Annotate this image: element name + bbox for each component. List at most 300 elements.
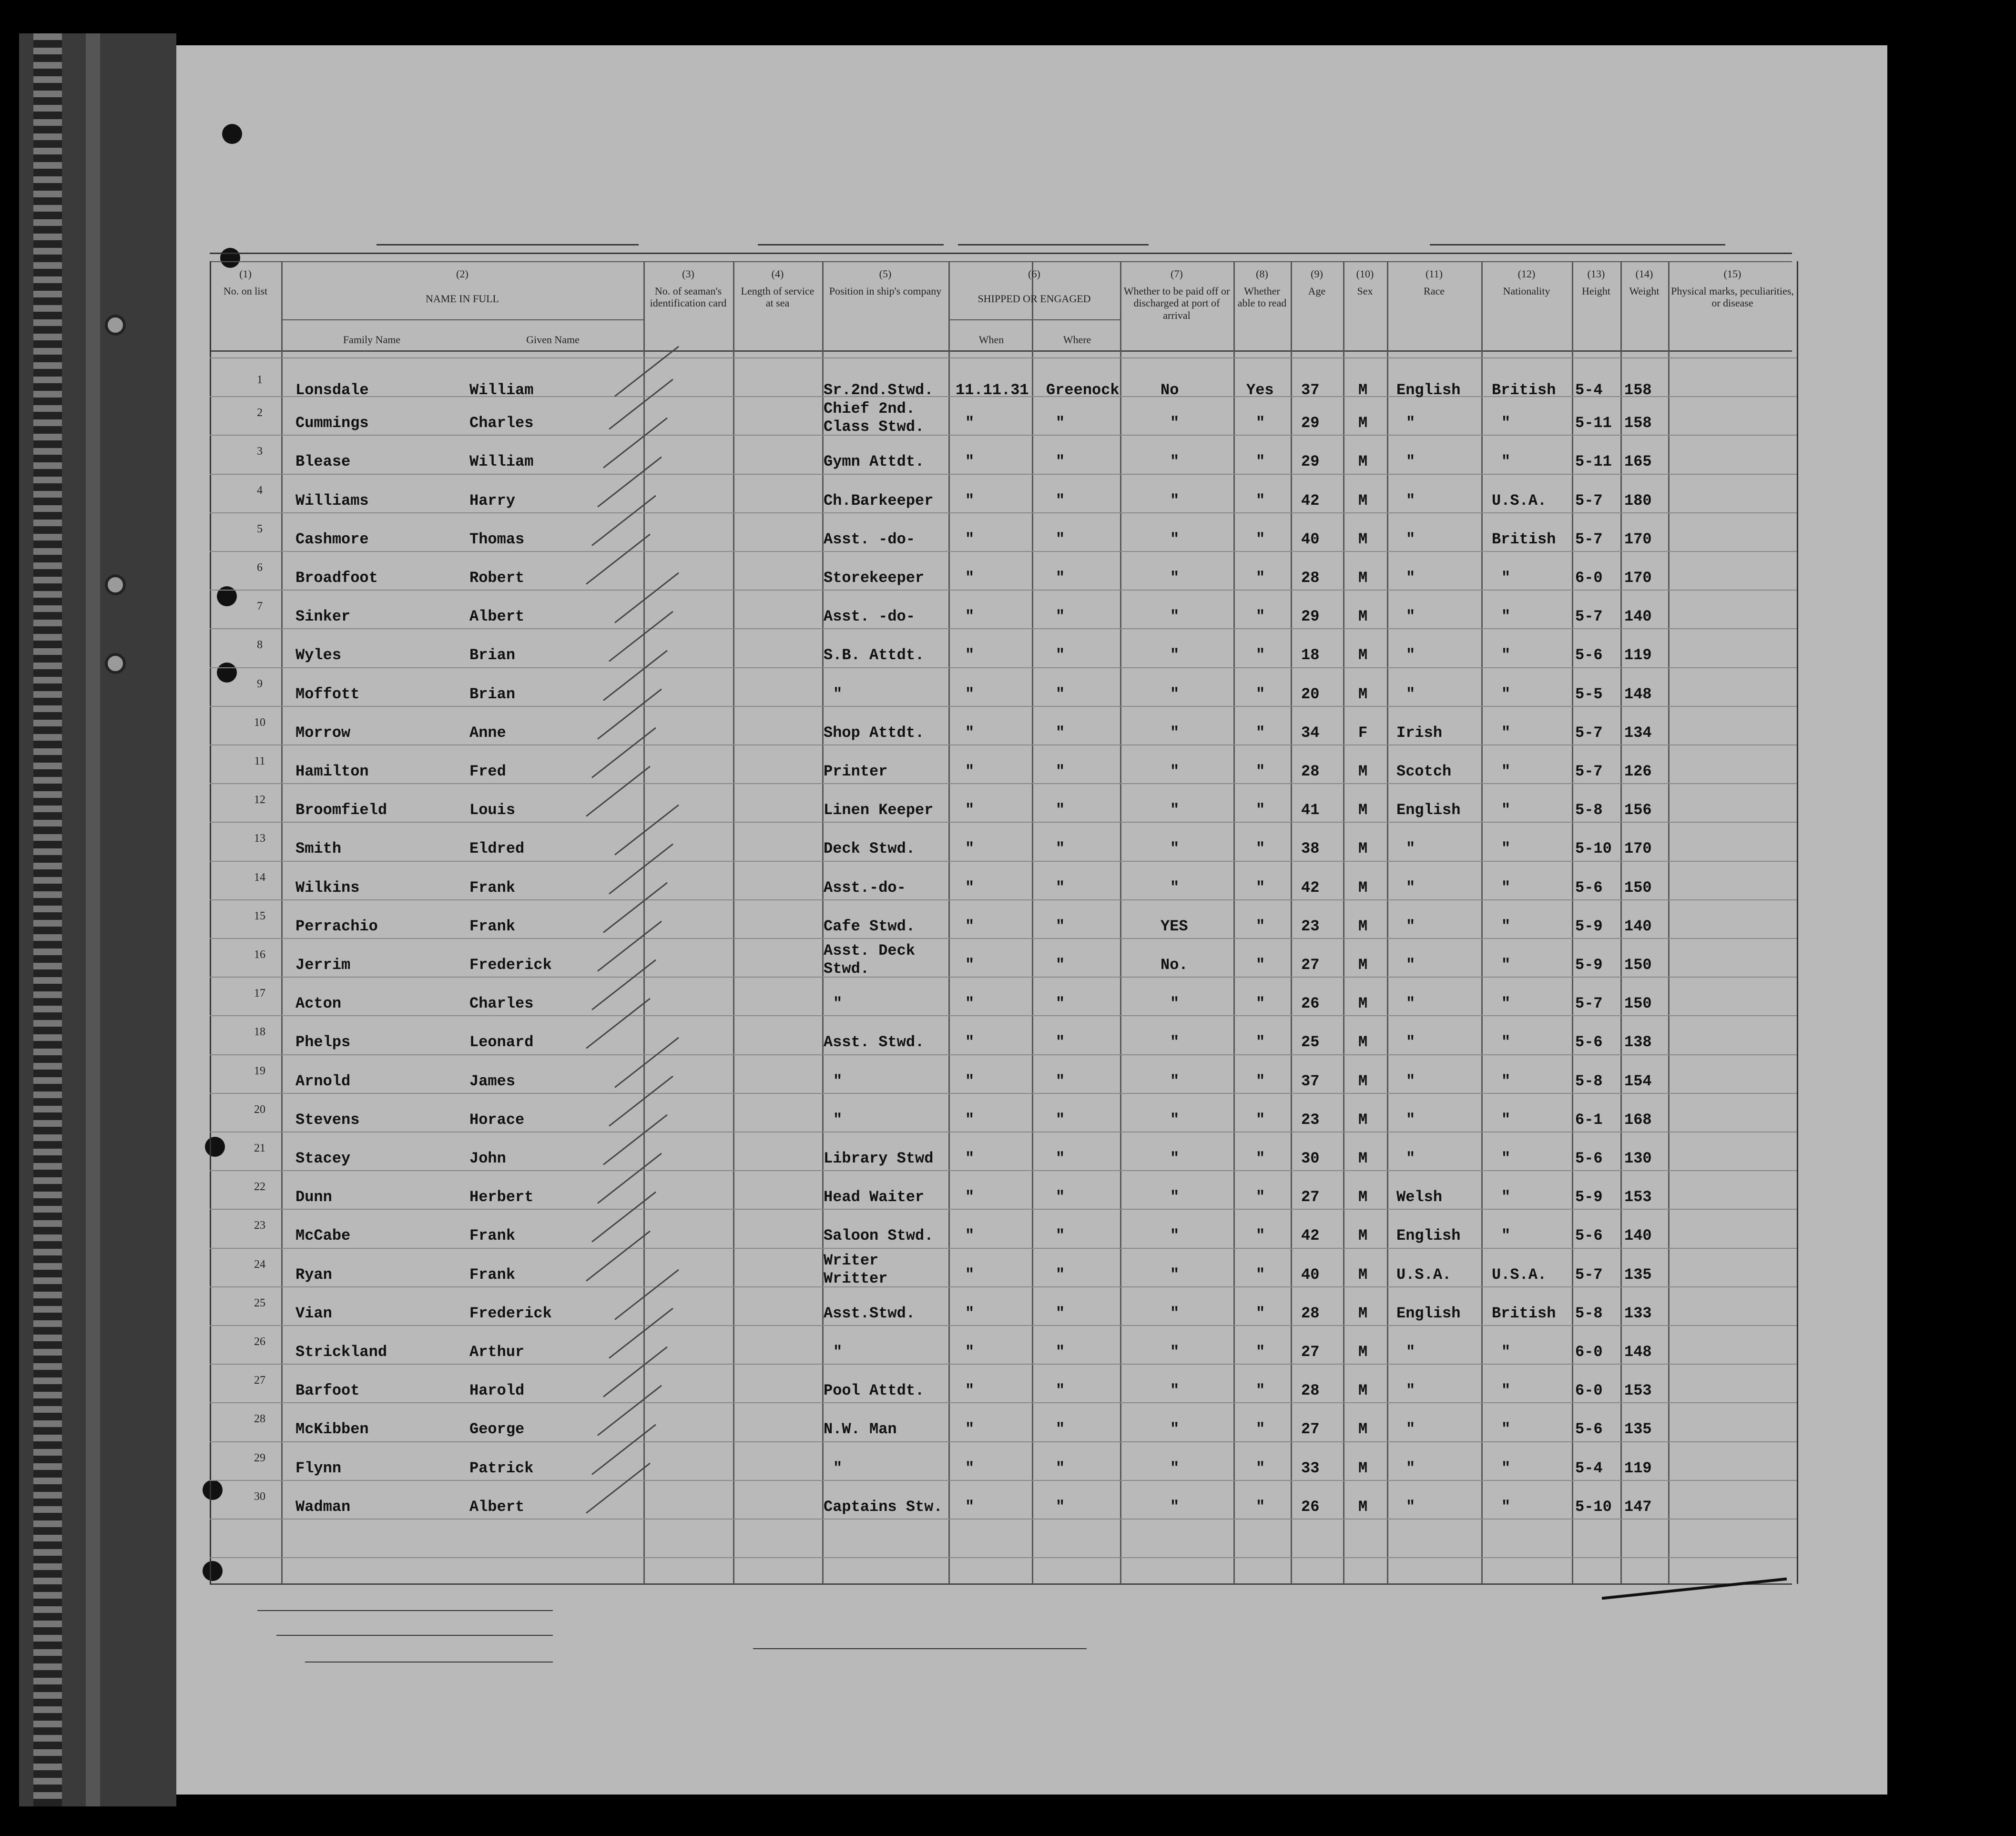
weight: 148 <box>1624 1343 1652 1361</box>
shipped-when: 11.11.31 <box>956 381 1029 399</box>
family-name: Lonsdale <box>295 381 369 399</box>
shipped-when: " <box>965 1150 975 1167</box>
age: 26 <box>1301 1498 1320 1516</box>
able-to-read: " <box>1256 530 1265 548</box>
family-name: Stevens <box>295 1111 360 1129</box>
column-number: (3) <box>682 268 694 280</box>
position: Ch.Barkeeper <box>824 491 934 510</box>
position: Asst. Deck <box>824 942 916 959</box>
race: " <box>1406 1382 1415 1400</box>
family-name: Cashmore <box>295 530 369 548</box>
weight: 135 <box>1624 1420 1652 1438</box>
age: 28 <box>1301 1382 1320 1400</box>
position: N.W. Man <box>824 1420 897 1438</box>
family-name: Wilkins <box>295 878 360 897</box>
binder-ring <box>105 315 126 336</box>
height: 5-4 <box>1575 381 1603 399</box>
sex: M <box>1358 646 1368 664</box>
paid-off: " <box>1170 801 1180 819</box>
height: 5-9 <box>1575 917 1603 935</box>
position: Shop Attdt. <box>824 724 925 742</box>
column-rule <box>948 261 950 1584</box>
row-rule <box>210 1209 1797 1210</box>
race: English <box>1396 1227 1461 1245</box>
row-rule <box>210 1557 1797 1558</box>
row-rule <box>210 512 1797 513</box>
nationality: " <box>1501 1188 1511 1206</box>
race: " <box>1406 414 1415 432</box>
given-name: Charles <box>469 414 534 432</box>
height: 5-9 <box>1575 1188 1603 1206</box>
weight: 135 <box>1624 1265 1652 1284</box>
row-rule <box>210 1402 1797 1403</box>
position: Cafe Stwd. <box>824 917 916 935</box>
shipped-where: " <box>1056 1111 1065 1129</box>
given-name: John <box>469 1150 506 1167</box>
position: Gymn Attdt. <box>824 453 925 471</box>
race: " <box>1406 685 1415 703</box>
position: Pool Attdt. <box>824 1382 925 1400</box>
shipped-when: " <box>965 956 975 974</box>
able-to-read: " <box>1256 491 1265 510</box>
given-name: James <box>469 1072 516 1090</box>
able-to-read: " <box>1256 1072 1265 1090</box>
height: 5-4 <box>1575 1459 1603 1477</box>
given-name: William <box>469 381 534 399</box>
able-to-read: " <box>1256 414 1265 432</box>
column-label: Physical marks, peculiarities, or disease <box>1671 285 1794 309</box>
shipped-when: " <box>965 878 975 897</box>
height: 5-10 <box>1575 840 1612 858</box>
position: Captains Stw. <box>824 1498 943 1516</box>
row-rule <box>210 474 1797 475</box>
row-number: 11 <box>254 755 265 767</box>
paid-off: " <box>1170 1498 1180 1516</box>
nationality: " <box>1501 1459 1511 1477</box>
shipped-when: " <box>965 1343 975 1361</box>
paid-off: " <box>1170 1072 1180 1090</box>
paid-off: " <box>1170 1304 1180 1322</box>
paid-off: " <box>1170 1111 1180 1129</box>
age: 23 <box>1301 917 1320 935</box>
column-number: (9) <box>1311 268 1323 280</box>
weight: 119 <box>1624 1459 1652 1477</box>
age: 42 <box>1301 491 1320 510</box>
paid-off: " <box>1170 995 1180 1013</box>
position: Sr.2nd.Stwd. <box>824 381 934 399</box>
binder-ring <box>105 574 126 595</box>
subheader-rule <box>948 319 1120 320</box>
row-rule <box>210 706 1797 707</box>
nationality: " <box>1501 1498 1511 1516</box>
able-to-read: " <box>1256 917 1265 935</box>
column-number: (12) <box>1517 268 1536 280</box>
shipped-where: " <box>1056 801 1065 819</box>
binder-strip-inner <box>86 33 100 1806</box>
shipped-where: " <box>1056 1498 1065 1516</box>
given-name: Frank <box>469 917 516 935</box>
family-name: Jerrim <box>295 956 351 974</box>
paid-off: " <box>1170 724 1180 742</box>
sex: F <box>1358 724 1368 742</box>
given-name: Frederick <box>469 956 552 974</box>
column-rule <box>1572 261 1573 1584</box>
row-number: 16 <box>254 949 265 961</box>
weight: 147 <box>1624 1498 1652 1516</box>
punch-hole <box>220 248 240 268</box>
column-rule <box>1481 261 1483 1584</box>
paid-off: " <box>1170 646 1180 664</box>
row-rule <box>210 938 1797 939</box>
shipped-when: " <box>965 414 975 432</box>
given-name: Anne <box>469 724 506 742</box>
paid-off: " <box>1170 453 1180 471</box>
age: 29 <box>1301 453 1320 471</box>
nationality: U.S.A. <box>1492 1265 1547 1284</box>
nationality: " <box>1501 995 1511 1013</box>
paid-off: " <box>1170 1265 1180 1284</box>
shipped-where: " <box>1056 724 1065 742</box>
row-rule <box>210 822 1797 823</box>
height: 5-7 <box>1575 608 1603 626</box>
paid-off: No <box>1161 381 1179 399</box>
able-to-read: " <box>1256 1033 1265 1051</box>
row-rule <box>210 551 1797 552</box>
row-rule <box>210 667 1797 668</box>
position: Head Waiter <box>824 1188 925 1206</box>
family-name: Perrachio <box>295 917 378 935</box>
row-rule <box>210 1093 1797 1094</box>
row-number: 28 <box>254 1413 265 1426</box>
height: 6-0 <box>1575 1343 1603 1361</box>
column-number: (15) <box>1723 268 1741 280</box>
column-number: (7) <box>1171 268 1183 280</box>
sex: M <box>1358 995 1368 1013</box>
row-number: 25 <box>254 1296 265 1309</box>
given-name: Patrick <box>469 1459 534 1477</box>
age: 28 <box>1301 1304 1320 1322</box>
paid-off: " <box>1170 1188 1180 1206</box>
row-number: 22 <box>254 1181 265 1193</box>
row-number: 6 <box>257 561 263 574</box>
nationality: " <box>1501 724 1511 742</box>
column-label: Whether able to read <box>1237 285 1287 309</box>
family-name: Stacey <box>295 1150 351 1167</box>
family-name: Sinker <box>295 608 351 626</box>
shipped-where: " <box>1056 453 1065 471</box>
given-name: Horace <box>469 1111 525 1129</box>
given-name: Albert <box>469 1498 525 1516</box>
age: 33 <box>1301 1459 1320 1477</box>
shipped-when: " <box>965 724 975 742</box>
sex: M <box>1358 1459 1368 1477</box>
weight: 154 <box>1624 1072 1652 1090</box>
shipped-when: " <box>965 685 975 703</box>
race: " <box>1406 530 1415 548</box>
race: English <box>1396 801 1461 819</box>
race: " <box>1406 1111 1415 1129</box>
height: 5-8 <box>1575 1072 1603 1090</box>
height: 5-6 <box>1575 646 1603 664</box>
position: Asst. Stwd. <box>824 1033 925 1051</box>
sex: M <box>1358 840 1368 858</box>
weight: 158 <box>1624 381 1652 399</box>
given-name: Robert <box>469 569 525 587</box>
family-name: Wyles <box>295 646 342 664</box>
position: Asst.Stwd. <box>824 1304 916 1322</box>
sex: M <box>1358 1343 1368 1361</box>
race: " <box>1406 491 1415 510</box>
weight: 140 <box>1624 1227 1652 1245</box>
rule <box>377 244 639 245</box>
height: 5-7 <box>1575 491 1603 510</box>
able-to-read: " <box>1256 1265 1265 1284</box>
family-name: Cummings <box>295 414 369 432</box>
position: " <box>833 1111 843 1129</box>
given-name: Frank <box>469 878 516 897</box>
column-label: Weight <box>1629 285 1660 297</box>
race: Welsh <box>1396 1188 1443 1206</box>
column-rule <box>1797 261 1798 1584</box>
column-label: Race <box>1424 285 1445 297</box>
age: 41 <box>1301 801 1320 819</box>
shipped-where: " <box>1056 1150 1065 1167</box>
race: Scotch <box>1396 763 1452 780</box>
weight: 138 <box>1624 1033 1652 1051</box>
family-name: Strickland <box>295 1343 387 1361</box>
family-name: Acton <box>295 995 342 1013</box>
weight: 153 <box>1624 1382 1652 1400</box>
position: Asst. -do- <box>824 608 916 626</box>
shipped-where: " <box>1056 685 1065 703</box>
nationality: " <box>1501 1111 1511 1129</box>
shipped-when: " <box>965 995 975 1013</box>
nationality: " <box>1501 1420 1511 1438</box>
column-number: (8) <box>1256 268 1268 280</box>
family-name: Arnold <box>295 1072 351 1090</box>
age: 30 <box>1301 1150 1320 1167</box>
shipped-when: " <box>965 1111 975 1129</box>
family-name: Broadfoot <box>295 569 378 587</box>
shipped-where: " <box>1056 1382 1065 1400</box>
nationality: " <box>1501 801 1511 819</box>
nationality: " <box>1501 646 1511 664</box>
given-name: Herbert <box>469 1188 534 1206</box>
able-to-read: " <box>1256 956 1265 974</box>
age: 27 <box>1301 1188 1320 1206</box>
row-number: 17 <box>254 987 265 1000</box>
position-line-2: Stwd. <box>824 960 870 978</box>
shipped-where: " <box>1056 1265 1065 1284</box>
age: 26 <box>1301 995 1320 1013</box>
height: 5-11 <box>1575 453 1612 471</box>
nationality: " <box>1501 569 1511 587</box>
weight: 133 <box>1624 1304 1652 1322</box>
sex: M <box>1358 530 1368 548</box>
weight: 134 <box>1624 724 1652 742</box>
weight: 165 <box>1624 453 1652 471</box>
able-to-read: " <box>1256 1420 1265 1438</box>
weight: 170 <box>1624 530 1652 548</box>
column-label: Height <box>1582 285 1610 297</box>
able-to-read: " <box>1256 685 1265 703</box>
row-rule <box>210 628 1797 629</box>
shipped-where: " <box>1056 1033 1065 1051</box>
row-number: 8 <box>257 639 263 652</box>
row-number: 29 <box>254 1451 265 1464</box>
paid-off: " <box>1170 530 1180 548</box>
able-to-read: " <box>1256 840 1265 858</box>
shipped-when: " <box>965 1420 975 1438</box>
height: 6-1 <box>1575 1111 1603 1129</box>
sex: M <box>1358 956 1368 974</box>
punch-hole <box>203 1480 223 1500</box>
position: Printer <box>824 763 888 780</box>
subheader-rule <box>281 319 643 320</box>
column-label: No. on list <box>223 285 268 297</box>
age: 42 <box>1301 878 1320 897</box>
family-name: Broomfield <box>295 801 387 819</box>
shipped-where: " <box>1056 1188 1065 1206</box>
paid-off: " <box>1170 1382 1180 1400</box>
race: " <box>1406 1343 1415 1361</box>
race: " <box>1406 995 1415 1013</box>
family-name: Flynn <box>295 1459 342 1477</box>
able-to-read: " <box>1256 1382 1265 1400</box>
given-name: Harry <box>469 491 516 510</box>
row-rule <box>210 861 1797 862</box>
row-number: 21 <box>254 1142 265 1154</box>
column-label: Age <box>1308 285 1326 297</box>
nationality: " <box>1501 414 1511 432</box>
paid-off: " <box>1170 1420 1180 1438</box>
height: 5-8 <box>1575 801 1603 819</box>
shipped-when: " <box>965 530 975 548</box>
nationality: British <box>1492 1304 1556 1322</box>
row-number: 15 <box>254 909 265 922</box>
race: " <box>1406 917 1415 935</box>
shipped-when: " <box>965 569 975 587</box>
row-number: 12 <box>254 794 265 806</box>
sex: M <box>1358 1265 1368 1284</box>
height: 5-9 <box>1575 956 1603 974</box>
shipped-where: Greenock <box>1046 381 1120 399</box>
sex: M <box>1358 1498 1368 1516</box>
column-rule <box>1387 261 1388 1584</box>
shipped-where: " <box>1056 646 1065 664</box>
height: 5-6 <box>1575 1033 1603 1051</box>
weight: 150 <box>1624 995 1652 1013</box>
nationality: " <box>1501 1382 1511 1400</box>
position: " <box>833 1343 843 1361</box>
shipped-where: " <box>1056 569 1065 587</box>
column-rule <box>733 261 734 1584</box>
able-to-read: " <box>1256 763 1265 780</box>
height: 5-6 <box>1575 878 1603 897</box>
row-rule <box>210 590 1797 591</box>
rule <box>753 1648 1087 1649</box>
shipped-where: " <box>1056 608 1065 626</box>
weight: 130 <box>1624 1150 1652 1167</box>
able-to-read: " <box>1256 1343 1265 1361</box>
shipped-when: " <box>965 801 975 819</box>
row-rule <box>210 1519 1797 1520</box>
shipped-when: " <box>965 646 975 664</box>
column-rule <box>643 261 645 1584</box>
row-rule <box>210 1286 1797 1287</box>
nationality: British <box>1492 530 1556 548</box>
paid-off: " <box>1170 569 1180 587</box>
sex: M <box>1358 1072 1368 1090</box>
given-name: Albert <box>469 608 525 626</box>
given-name: Louis <box>469 801 516 819</box>
sex: M <box>1358 1111 1368 1129</box>
age: 29 <box>1301 414 1320 432</box>
height: 5-7 <box>1575 530 1603 548</box>
age: 40 <box>1301 1265 1320 1284</box>
height: 6-0 <box>1575 1382 1603 1400</box>
table-top-rule <box>210 253 1792 254</box>
header-bottom-rule <box>210 350 1792 352</box>
nationality: " <box>1501 878 1511 897</box>
family-name: Smith <box>295 840 342 858</box>
row-rule <box>210 1170 1797 1171</box>
race: " <box>1406 840 1415 858</box>
height: 5-6 <box>1575 1150 1603 1167</box>
row-rule <box>210 1054 1797 1055</box>
given-name: Eldred <box>469 840 525 858</box>
column-rule <box>1233 261 1235 1584</box>
column-rule <box>281 261 283 1584</box>
column-sublabel: Family Name <box>343 334 401 346</box>
punch-hole <box>203 1561 223 1581</box>
row-number: 20 <box>254 1103 265 1116</box>
row-rule <box>210 899 1797 900</box>
rule <box>276 1635 553 1636</box>
column-label: Position in ship's company <box>829 285 942 297</box>
shipped-where: " <box>1056 491 1065 510</box>
paid-off: " <box>1170 1227 1180 1245</box>
race: " <box>1406 453 1415 471</box>
nationality: " <box>1501 685 1511 703</box>
age: 42 <box>1301 1227 1320 1245</box>
column-sublabel: When <box>978 334 1004 346</box>
rule <box>305 1662 553 1663</box>
column-rule <box>1291 261 1292 1584</box>
able-to-read: " <box>1256 1498 1265 1516</box>
shipped-when: " <box>965 608 975 626</box>
shipped-when: " <box>965 453 975 471</box>
given-name: George <box>469 1420 525 1438</box>
position: " <box>833 1072 843 1090</box>
paid-off: " <box>1170 414 1180 432</box>
punch-hole <box>217 663 237 683</box>
column-rule <box>1120 261 1121 1584</box>
column-number: (5) <box>879 268 892 280</box>
rule <box>758 244 944 245</box>
position: Deck Stwd. <box>824 840 916 858</box>
shipped-when: " <box>965 1227 975 1245</box>
shipped-when: " <box>965 1188 975 1206</box>
column-rule <box>1620 261 1622 1584</box>
given-name: Leonard <box>469 1033 534 1051</box>
row-rule <box>210 1015 1797 1016</box>
race: " <box>1406 878 1415 897</box>
paid-off: " <box>1170 1343 1180 1361</box>
weight: 153 <box>1624 1188 1652 1206</box>
row-number: 27 <box>254 1374 265 1387</box>
row-number: 10 <box>254 716 265 729</box>
